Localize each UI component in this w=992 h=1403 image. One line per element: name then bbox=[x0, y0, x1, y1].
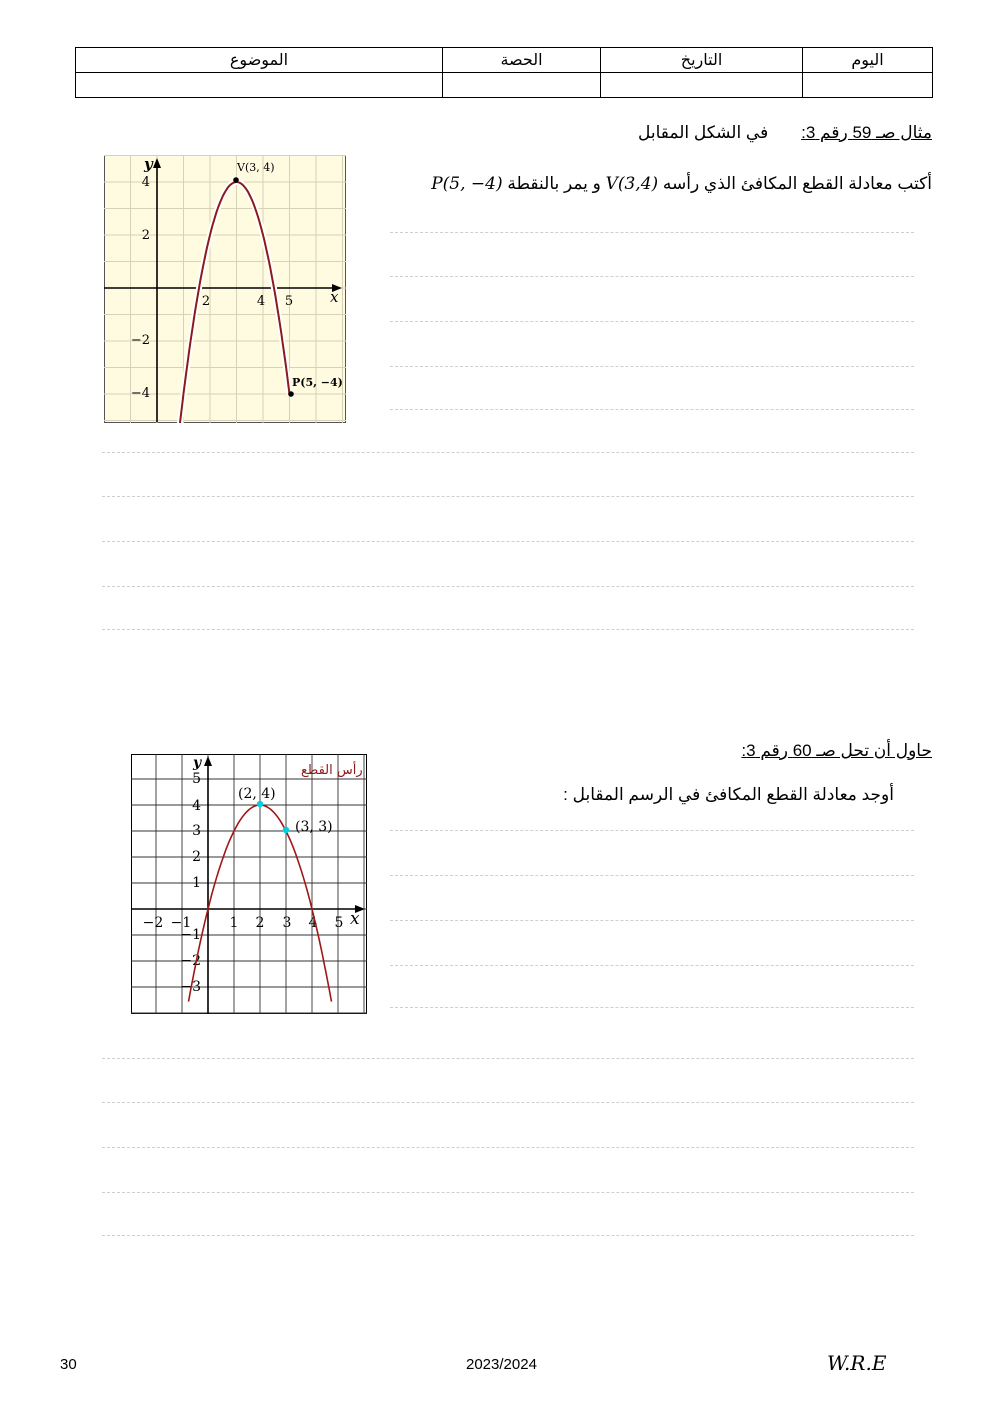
header-session: الحصة bbox=[443, 48, 601, 73]
example-question-middle: و يمر بالنقطة bbox=[507, 174, 601, 193]
answer-line[interactable] bbox=[102, 1058, 914, 1059]
exercise-point bbox=[283, 827, 289, 833]
exercise-vertex-annotation: رأس القطع bbox=[301, 763, 363, 778]
page-number: 30 bbox=[60, 1356, 77, 1373]
exercise-x-tick-2: 2 bbox=[255, 915, 265, 931]
answer-line[interactable] bbox=[102, 629, 914, 630]
answer-line[interactable] bbox=[102, 1235, 914, 1236]
example-y-tick-4: 4 bbox=[141, 175, 150, 190]
answer-line[interactable] bbox=[390, 920, 914, 921]
school-year: 2023/2024 bbox=[466, 1356, 537, 1373]
exercise-x-tick-4: 4 bbox=[308, 915, 318, 931]
answer-line[interactable] bbox=[102, 1147, 914, 1148]
answer-line[interactable] bbox=[390, 875, 914, 876]
exercise-y-label: y bbox=[193, 755, 202, 771]
header-day-cell[interactable] bbox=[803, 73, 933, 98]
header-date: التاريخ bbox=[601, 48, 803, 73]
example-point-label: P(5, −4) bbox=[292, 376, 343, 389]
example-vertex: V(3,4) bbox=[605, 174, 659, 194]
exercise-y-tick-3: 3 bbox=[192, 823, 201, 839]
answer-line[interactable] bbox=[102, 541, 914, 542]
answer-line[interactable] bbox=[390, 366, 914, 367]
example-subtitle: في الشكل المقابل bbox=[638, 123, 769, 142]
exercise-y-tick-2: 2 bbox=[192, 849, 201, 865]
exercise-vertex-label: (2, 4) bbox=[238, 786, 276, 802]
answer-line[interactable] bbox=[390, 830, 914, 831]
exercise-title: حاول أن تحل صـ 60 رقم 3: bbox=[741, 741, 932, 760]
answer-line[interactable] bbox=[390, 965, 914, 966]
header-date-cell[interactable] bbox=[601, 73, 803, 98]
header-day: اليوم bbox=[803, 48, 933, 73]
exercise-x-tick-neg1: −1 bbox=[170, 915, 192, 931]
example-y-tick-neg4: −4 bbox=[130, 386, 150, 401]
exercise-x-tick-3: 3 bbox=[282, 915, 292, 931]
example-heading bbox=[532, 123, 932, 143]
example-x-tick-4: 4 bbox=[256, 294, 266, 309]
header-row bbox=[76, 48, 933, 73]
example-x-label: x bbox=[330, 288, 339, 306]
answer-line[interactable] bbox=[390, 276, 914, 277]
example-x-tick-5: 5 bbox=[284, 294, 294, 309]
example-question bbox=[431, 174, 932, 194]
exercise-y-tick-neg3: −3 bbox=[180, 979, 201, 995]
answer-line[interactable] bbox=[390, 321, 914, 322]
example-y-label: y bbox=[144, 155, 153, 173]
header-subject-cell[interactable] bbox=[76, 73, 443, 98]
example-y-tick-2: 2 bbox=[141, 228, 150, 243]
example-x-tick-2: 2 bbox=[201, 294, 211, 309]
header-subject: الموضوع bbox=[76, 48, 443, 73]
exercise-y-tick-5: 5 bbox=[192, 771, 201, 787]
exercise-x-tick-5: 5 bbox=[334, 915, 344, 931]
answer-line[interactable] bbox=[390, 232, 914, 233]
exercise-graph bbox=[131, 754, 367, 1014]
example-question-prefix: أكتب معادلة القطع المكافئ الذي رأسه bbox=[662, 174, 932, 193]
answer-line[interactable] bbox=[390, 1007, 914, 1008]
example-vertex-label: V(3, 4) bbox=[237, 161, 275, 174]
exercise-x-label: x bbox=[350, 909, 360, 929]
answer-line[interactable] bbox=[390, 409, 914, 410]
example-p-point bbox=[288, 391, 294, 397]
example-point: P(5, −4) bbox=[431, 174, 503, 194]
answer-line[interactable] bbox=[102, 586, 914, 587]
exercise-x-tick-neg2: −2 bbox=[142, 915, 164, 931]
exercise-y-tick-1: 1 bbox=[192, 875, 201, 891]
answer-line[interactable] bbox=[102, 1192, 914, 1193]
answer-line[interactable] bbox=[102, 1102, 914, 1103]
exercise-x-tick-1: 1 bbox=[229, 915, 239, 931]
exercise-question: أوجد معادلة القطع المكافئ في الرسم المقابل : bbox=[563, 785, 894, 804]
header-table bbox=[75, 47, 933, 98]
header-empty-row bbox=[76, 73, 933, 98]
exercise-y-tick-4: 4 bbox=[192, 798, 201, 814]
example-graph bbox=[104, 155, 346, 423]
author-signature: W.R.E bbox=[827, 1351, 887, 1375]
exercise-point-label: (3, 3) bbox=[295, 819, 333, 835]
header-session-cell[interactable] bbox=[443, 73, 601, 98]
answer-line[interactable] bbox=[102, 452, 914, 453]
exercise-y-tick-neg2: −2 bbox=[180, 953, 201, 969]
example-vertex-point bbox=[233, 177, 239, 183]
answer-line[interactable] bbox=[102, 496, 914, 497]
exercise-y-tick-neg1: −1 bbox=[180, 927, 201, 943]
example-title: مثال صـ 59 رقم 3: bbox=[801, 123, 932, 142]
example-y-tick-neg2: −2 bbox=[130, 333, 150, 348]
